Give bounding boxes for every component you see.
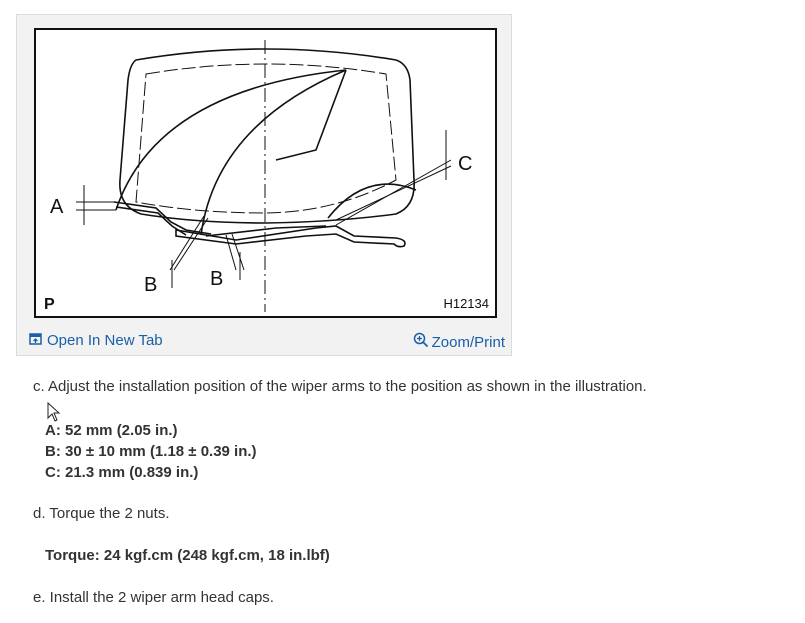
zoom-print-link[interactable] [413, 332, 505, 352]
step-e-text: e. Install the 2 wiper arm head caps. [33, 589, 274, 606]
figure-code: H12134 [443, 296, 489, 311]
wiper-diagram [36, 30, 495, 316]
figure-links-bar [17, 328, 511, 354]
zoom-print-label: Zoom/Print [431, 333, 505, 351]
label-c: C [458, 153, 473, 175]
label-p: P [44, 296, 55, 313]
figure-container [16, 14, 512, 356]
spec-b: B: 30 ± 10 mm (1.18 ± 0.39 in.) [45, 443, 257, 460]
zoom-in-icon [413, 332, 429, 352]
spec-c: C: 21.3 mm (0.839 in.) [45, 464, 199, 481]
open-new-tab-link[interactable] [29, 332, 163, 349]
torque-spec: Torque: 24 kgf.cm (248 kgf.cm, 18 in.lbf) [45, 547, 330, 564]
spec-a: A: 52 mm (2.05 in.) [45, 422, 178, 439]
label-b-right: B [210, 268, 224, 290]
wiper-illustration[interactable] [34, 28, 497, 318]
open-new-tab-label: Open In New Tab [47, 332, 163, 349]
step-c-text: c. Adjust the installation position of the wiper arms to the position as shown in the illustration. [33, 378, 647, 395]
mouse-cursor-icon [47, 402, 61, 427]
open-new-tab-icon [29, 332, 42, 349]
label-a: A [50, 196, 64, 218]
step-d-text: d. Torque the 2 nuts. [33, 505, 170, 522]
label-b-left: B [144, 274, 158, 296]
